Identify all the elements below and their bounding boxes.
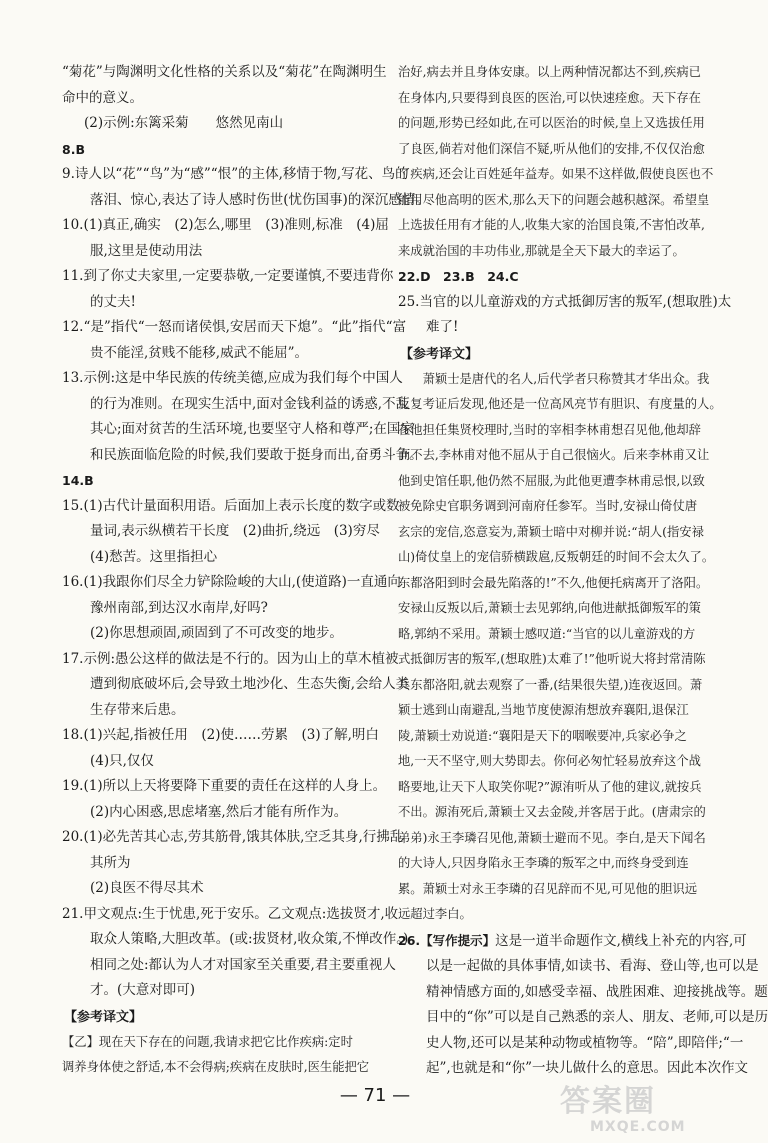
- section-heading: 【参考译文】: [64, 1009, 143, 1025]
- translation-line: 被免除史官职务调到河南府任参军。当时,安禄山倚仗唐: [398, 499, 698, 513]
- answer-line: 15.(1)古代计量面积用语。后面加上表示长度的数字或数: [62, 497, 400, 514]
- answer-line: 和民族面临危险的时候,我们要敢于挺身而出,奋勇斗争。: [90, 446, 423, 463]
- translation-line: 山)倚仗皇上的宠信骄横跋扈,反叛朝廷的时间不会太久了。: [398, 550, 715, 564]
- answer-line: 13.示例:这是中华民族的传统美德,应成为我们每个中国人: [62, 370, 403, 386]
- answer-line: 9.诗人以“花”“鸟”为“感”“恨”的主体,移情于物,写花、鸟的: [62, 166, 409, 182]
- translation-line: 上选拔任用有才能的人,收集大家的治国良策,不害怕改革,: [398, 218, 705, 232]
- writing-hint-text: 这是一道半命题作文,横线上补充的内容,可: [495, 932, 747, 949]
- section-heading: 【参考译文】: [400, 346, 479, 362]
- translation-line: 他到史馆任职,他仍然不屈服,为此他更遭李林甫忌恨,以致: [398, 473, 705, 488]
- answer-line: 25.当官的以儿童游戏的方式抵御厉害的叛军,(想取胜)太: [398, 293, 732, 310]
- translation-line: 【乙】现在天下存在的问题,我请求把它比作疾病:定时: [62, 1034, 353, 1049]
- answer-line: 遭到彻底破坏后,会导致土地沙化、生态失衡,会给人类: [90, 676, 410, 692]
- translation-line: 兵东都洛阳,就去观察了一番,(结果很失望,)连夜返回。萧: [398, 677, 703, 692]
- answer-line: 12.“是”指代“一怒而诸侯惧,安居而天下熄”。“此”指代“富: [62, 319, 407, 335]
- translation-line: 玄宗的宠信,恣意妄为,萧颖士暗中对柳并说:“胡人(指安禄: [398, 524, 704, 539]
- translation-line: 累。萧颖士对永王李璘的召见辞而不见,可见他的胆识远: [398, 881, 698, 896]
- answer-line: (2)内心困惑,思虑堵塞,然后才能有所作为。: [90, 803, 348, 820]
- answer-line: 服,这里是使动用法: [90, 242, 203, 259]
- answer-line: 22.D 23.B 24.C: [398, 269, 519, 284]
- answer-line: (2)示例:东篱采菊 悠然见南山: [84, 115, 284, 131]
- page-number: — 71 —: [339, 1085, 411, 1106]
- right-column: [398, 60, 768, 1082]
- translation-line: 了疾病,还会让百姓延年益寿。如果不这样做,假使良医也不: [398, 167, 714, 181]
- answer-line: 才。(大意对即可): [90, 982, 196, 998]
- answer-line: 18.(1)兴起,指被任用 (2)使……劳累 (3)了解,明白: [62, 727, 379, 743]
- writing-hint-line: 精神情感方面的,如感受幸福、战胜困难、迎接挑战等。题: [426, 983, 768, 1000]
- translation-line: 能用尽他高明的医术,那么天下的问题会越积越深。希望皇: [398, 192, 710, 207]
- translation-line: 了良医,倘若对他们深信不疑,听从他们的安排,不仅仅治愈: [398, 141, 705, 156]
- translation-line: 在身体内,只要得到良医的医治,可以快速痊愈。天下存在: [398, 90, 701, 105]
- left-column: [62, 60, 429, 1081]
- answer-line: 19.(1)所以上天将要降下重要的责任在这样的人身上。: [62, 778, 387, 794]
- answer-line: (4)愁苦。这里指担心: [90, 548, 218, 565]
- answer-line: 的行为准则。在现实生活中,面对金钱利益的诱惑,不乱: [90, 395, 410, 412]
- translation-line: 而不去,李林甫对他不屈从于自己很恼火。后来李林甫又让: [398, 448, 710, 462]
- answer-line: 其所为: [90, 854, 131, 871]
- translation-line: 治好,病去并且身体安康。以上两种情况都达不到,疾病已: [398, 65, 701, 79]
- watermark-url: MXQE.COM: [590, 1119, 686, 1135]
- translation-line: 反复考证后发现,他还是一位高风亮节有胆识、有度量的人。: [398, 397, 722, 411]
- answer-line: 20.(1)必先苦其心志,劳其筋骨,饿其体肤,空乏其身,行拂乱: [62, 829, 404, 845]
- answer-line: 的丈夫!: [90, 293, 136, 310]
- translation-line: 陵,萧颖士劝说道:“襄阳是天下的咽喉要冲,兵家必争之: [398, 728, 687, 743]
- watermark-logo: [560, 1085, 740, 1140]
- answer-line: 11.到了你丈夫家里,一定要恭敬,一定要谨慎,不要违背你: [62, 268, 394, 284]
- answer-line: 10.(1)真正,确实 (2)怎么,哪里 (3)准则,标准 (4)屈: [62, 217, 389, 233]
- writing-hint-line: 起”,也就是和“你”一块儿做什么的意思。因此本次作文: [426, 1060, 748, 1076]
- answer-line: (2)良医不得尽其术: [90, 880, 204, 896]
- writing-hint-line: [398, 928, 747, 955]
- answer-line: 相同之处:都认为人才对国家至关重要,君主要重视人: [90, 956, 396, 973]
- translation-line: 远超过李白。: [398, 907, 472, 921]
- translation-line: 的大诗人,只因身陷永王李璘的叛军之中,而终身受到连: [398, 856, 689, 870]
- answer-line: 其心;面对贫苦的生活环境,也要坚守人格和尊严;在国家: [90, 421, 414, 437]
- translation-line: 调养身体使之舒适,本不会得病;疾病在皮肤时,医生能把它: [62, 1060, 370, 1074]
- translation-line: 略,郭纳不采用。萧颖士感叹道:“当官的以儿童游戏的方: [398, 626, 696, 641]
- answer-line: 取众人策略,大胆改革。(或:拔贤材,收众策,不惮改作。): [90, 931, 409, 947]
- translation-line: 略要地,让天下人取笑你呢?”源洧听从了他的建议,就按兵: [398, 779, 702, 794]
- answer-line: 8.B: [62, 141, 85, 157]
- translation-line: 的问题,形势已经如此,在可以医治的时候,皇上又选拔任用: [398, 116, 705, 130]
- writing-hint-line: 史人物,还可以是某种动物或植物等。“陪”,即陪伴;“一: [426, 1034, 744, 1051]
- answer-line: 难了!: [426, 319, 459, 335]
- answer-line: 贵不能淫,贫贱不能移,威武不能屈”。: [90, 344, 308, 361]
- translation-line: 东都洛阳到时会最先陷落的!”不久,他便托病离开了洛阳。: [398, 575, 709, 590]
- translation-line: 弟弟)永王李璘召见他,萧颖士避而不见。李白,是天下闻名: [398, 830, 706, 845]
- writing-hint-line: 以是一起做的具体事情,如读书、看海、登山等,也可以是: [426, 958, 759, 974]
- translation-line: 安禄山反叛以后,萧颖士去见郭纳,向他进献抵御叛军的策: [398, 601, 701, 615]
- answer-line: 14.B: [62, 473, 94, 488]
- translation-line: 颖士逃到山南避乱,当地节度使源洧想放弃襄阳,退保江: [398, 703, 689, 717]
- answer-line: 17.示例:愚公这样的做法是不行的。因为山上的草木植被: [62, 650, 399, 667]
- translation-line: 地,一天不坚守,则大势即去。你何必匆忙轻易放弃这个战: [398, 754, 701, 768]
- watermark-text: 答案圈: [560, 1084, 656, 1119]
- writing-hint-line: 目中的“你”可以是自己熟悉的亲人、朋友、老师,可以是历: [426, 1009, 768, 1025]
- answer-line: “菊花”与陶渊明文化性格的关系以及“菊花”在陶渊明生: [62, 64, 387, 80]
- translation-line: 萧颖士是唐代的名人,后代学者只称赞其才华出众。我: [398, 371, 710, 386]
- answer-line: 豫州南部,到达汉水南岸,好吗?: [90, 599, 268, 616]
- translation-line: 不出。源洧死后,萧颖士又去金陵,并客居于此。(唐肃宗的: [398, 805, 706, 819]
- translation-line: 来成就治国的丰功伟业,那就是全天下最大的幸运了。: [398, 243, 685, 258]
- answer-line: 16.(1)我跟你们尽全力铲除险峻的大山,(使道路)一直通向: [62, 574, 401, 590]
- answer-line: 命中的意义。: [62, 89, 143, 106]
- answer-line: 落泪、惊心,表达了诗人感时伤世(忧伤国事)的深沉感情。: [90, 191, 429, 208]
- answer-line: 量词,表示纵横若干长度 (2)曲折,绕远 (3)穷尽: [90, 523, 380, 539]
- writing-hint-label: 26.【写作提示】: [398, 932, 496, 948]
- translation-line: 在他担任集贤校理时,当时的宰相李林甫想召见他,他却辞: [398, 422, 701, 437]
- answer-line: 生存带来后患。: [90, 701, 185, 718]
- translation-line: 式抵御厉害的叛军,(想取胜)太难了!”他听说大将封常清陈: [398, 652, 706, 666]
- answer-line: (2)你思想顽固,顽固到了不可改变的地步。: [90, 625, 343, 641]
- answer-line: 21.甲文观点:生于忧患,死于安乐。乙文观点:选拔贤才,收: [62, 905, 399, 922]
- answer-line: (4)只,仅仅: [90, 752, 154, 769]
